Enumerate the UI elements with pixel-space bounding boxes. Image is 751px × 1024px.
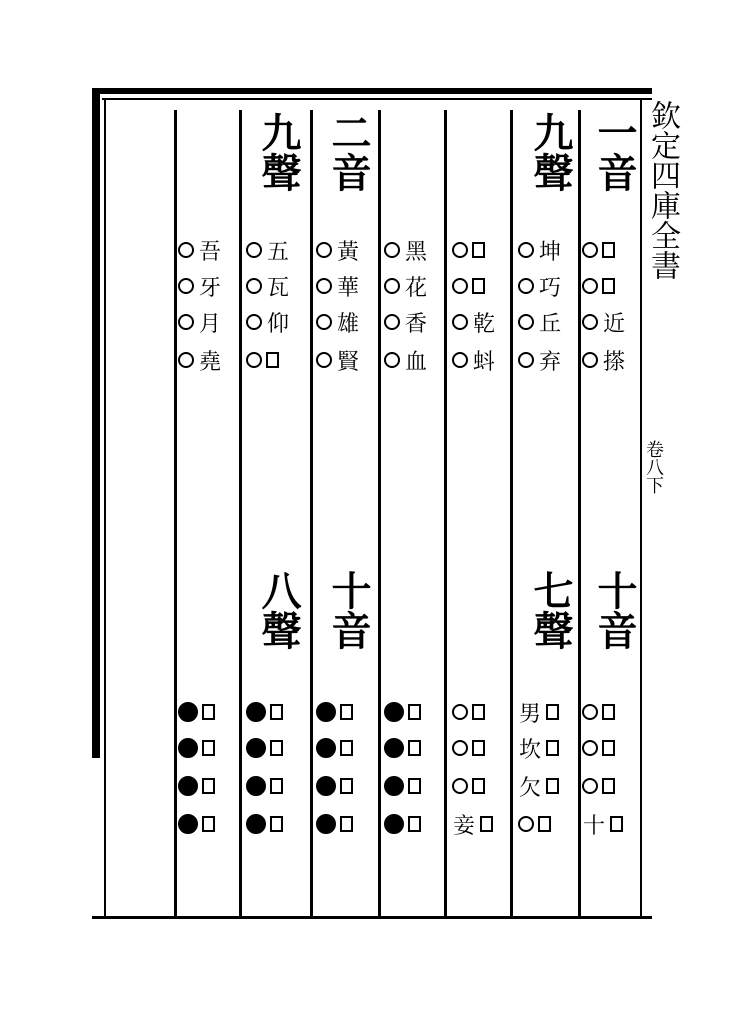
hollow-circle-icon bbox=[582, 278, 598, 294]
column-header-bottom: 七聲 bbox=[527, 570, 574, 650]
filled-circle-icon bbox=[178, 814, 198, 834]
hollow-circle-icon bbox=[452, 278, 468, 294]
cell bbox=[246, 694, 310, 730]
empty-square-icon bbox=[472, 740, 485, 756]
cell bbox=[178, 304, 242, 340]
character: 瓦 bbox=[266, 275, 289, 301]
hollow-circle-icon bbox=[316, 278, 332, 294]
cell bbox=[384, 694, 448, 730]
empty-square-icon bbox=[602, 778, 615, 794]
column-header-top: 九聲 bbox=[255, 112, 302, 192]
character: 弃 bbox=[538, 349, 561, 375]
empty-square-icon bbox=[472, 278, 485, 294]
filled-circle-icon bbox=[246, 738, 266, 758]
character: 乾 bbox=[472, 311, 495, 337]
hollow-circle-icon bbox=[316, 314, 332, 330]
column-divider bbox=[174, 110, 177, 918]
empty-square-icon bbox=[270, 778, 283, 794]
hollow-circle-icon bbox=[178, 352, 194, 368]
character: 十 bbox=[582, 813, 605, 839]
filled-circle-icon bbox=[316, 702, 336, 722]
character: 坎 bbox=[518, 737, 541, 763]
cell bbox=[178, 768, 242, 804]
empty-square-icon bbox=[340, 816, 353, 832]
cell bbox=[452, 232, 516, 268]
hollow-circle-icon bbox=[518, 352, 534, 368]
hollow-circle-icon bbox=[384, 314, 400, 330]
character: 花 bbox=[404, 275, 427, 301]
hollow-circle-icon bbox=[178, 314, 194, 330]
cell bbox=[316, 268, 380, 304]
cell bbox=[178, 694, 242, 730]
empty-square-icon bbox=[202, 778, 215, 794]
cell bbox=[316, 342, 380, 378]
column-header-top: 九聲 bbox=[527, 112, 574, 192]
cell bbox=[178, 730, 242, 766]
empty-square-icon bbox=[408, 740, 421, 756]
hollow-circle-icon bbox=[452, 242, 468, 258]
cell bbox=[384, 304, 448, 340]
cell bbox=[518, 694, 582, 730]
hollow-circle-icon bbox=[582, 314, 598, 330]
cell bbox=[518, 268, 582, 304]
cell bbox=[246, 806, 310, 842]
hollow-circle-icon bbox=[384, 242, 400, 258]
cell bbox=[384, 730, 448, 766]
hollow-circle-icon bbox=[316, 352, 332, 368]
empty-square-icon bbox=[480, 816, 493, 832]
cell bbox=[246, 304, 310, 340]
character: 欠 bbox=[518, 775, 541, 801]
empty-square-icon bbox=[270, 704, 283, 720]
cell bbox=[452, 768, 516, 804]
cell bbox=[518, 342, 582, 378]
cell bbox=[178, 232, 242, 268]
hollow-circle-icon bbox=[384, 278, 400, 294]
hollow-circle-icon bbox=[384, 352, 400, 368]
cell bbox=[316, 232, 380, 268]
cell bbox=[178, 806, 242, 842]
empty-square-icon bbox=[546, 778, 559, 794]
cell bbox=[452, 268, 516, 304]
empty-square-icon bbox=[610, 816, 623, 832]
cell bbox=[582, 694, 646, 730]
cell bbox=[518, 768, 582, 804]
empty-square-icon bbox=[340, 740, 353, 756]
filled-circle-icon bbox=[384, 814, 404, 834]
cell bbox=[452, 806, 516, 842]
cell bbox=[316, 806, 380, 842]
hollow-circle-icon bbox=[316, 242, 332, 258]
empty-square-icon bbox=[546, 704, 559, 720]
empty-square-icon bbox=[472, 704, 485, 720]
character: 華 bbox=[336, 275, 359, 301]
character: 雄 bbox=[336, 311, 359, 337]
cell bbox=[384, 232, 448, 268]
cell bbox=[452, 730, 516, 766]
empty-square-icon bbox=[408, 816, 421, 832]
character: 巧 bbox=[538, 275, 561, 301]
column-divider bbox=[310, 110, 313, 918]
cell bbox=[384, 806, 448, 842]
character: 蚪 bbox=[472, 349, 495, 375]
cell bbox=[246, 730, 310, 766]
filled-circle-icon bbox=[384, 702, 404, 722]
hollow-circle-icon bbox=[452, 704, 468, 720]
empty-square-icon bbox=[202, 816, 215, 832]
left-inner-border bbox=[104, 98, 106, 918]
column-header-bottom: 十音 bbox=[591, 570, 638, 650]
cell bbox=[582, 268, 646, 304]
hollow-circle-icon bbox=[582, 352, 598, 368]
column-header-bottom: 十音 bbox=[325, 570, 372, 650]
cell bbox=[316, 694, 380, 730]
filled-circle-icon bbox=[178, 776, 198, 796]
filled-circle-icon bbox=[316, 738, 336, 758]
empty-square-icon bbox=[602, 242, 615, 258]
empty-square-icon bbox=[602, 278, 615, 294]
empty-square-icon bbox=[202, 740, 215, 756]
empty-square-icon bbox=[270, 740, 283, 756]
cell bbox=[452, 342, 516, 378]
empty-square-icon bbox=[472, 778, 485, 794]
cell bbox=[246, 768, 310, 804]
cell bbox=[452, 304, 516, 340]
cell bbox=[518, 304, 582, 340]
cell bbox=[384, 268, 448, 304]
filled-circle-icon bbox=[316, 776, 336, 796]
character: 堯 bbox=[198, 349, 221, 375]
cell bbox=[518, 232, 582, 268]
hollow-circle-icon bbox=[582, 740, 598, 756]
cell bbox=[452, 694, 516, 730]
book-title: 欽定四庫全書 bbox=[645, 100, 680, 280]
hollow-circle-icon bbox=[582, 704, 598, 720]
character: 牙 bbox=[198, 275, 221, 301]
empty-square-icon bbox=[546, 740, 559, 756]
hollow-circle-icon bbox=[452, 740, 468, 756]
character: 近 bbox=[602, 311, 625, 337]
cell bbox=[518, 730, 582, 766]
empty-square-icon bbox=[340, 704, 353, 720]
cell bbox=[316, 730, 380, 766]
character: 賢 bbox=[336, 349, 359, 375]
empty-square-icon bbox=[472, 242, 485, 258]
column-header-bottom: 八聲 bbox=[255, 570, 302, 650]
cell bbox=[582, 730, 646, 766]
hollow-circle-icon bbox=[178, 242, 194, 258]
hollow-circle-icon bbox=[582, 778, 598, 794]
empty-square-icon bbox=[270, 816, 283, 832]
cell bbox=[246, 342, 310, 378]
cell bbox=[518, 806, 582, 842]
cell bbox=[384, 768, 448, 804]
character: 月 bbox=[198, 311, 221, 337]
cell bbox=[316, 304, 380, 340]
empty-square-icon bbox=[538, 816, 551, 832]
hollow-circle-icon bbox=[246, 314, 262, 330]
hollow-circle-icon bbox=[178, 278, 194, 294]
cell bbox=[582, 304, 646, 340]
hollow-circle-icon bbox=[518, 242, 534, 258]
empty-square-icon bbox=[340, 778, 353, 794]
hollow-circle-icon bbox=[452, 352, 468, 368]
filled-circle-icon bbox=[246, 776, 266, 796]
top-inner-border bbox=[102, 98, 652, 100]
empty-square-icon bbox=[408, 704, 421, 720]
cell bbox=[246, 232, 310, 268]
character: 黃 bbox=[336, 239, 359, 265]
column-header-top: 二音 bbox=[325, 112, 372, 192]
filled-circle-icon bbox=[316, 814, 336, 834]
filled-circle-icon bbox=[384, 738, 404, 758]
cell bbox=[316, 768, 380, 804]
character: 妾 bbox=[452, 813, 475, 839]
character: 男 bbox=[518, 701, 541, 727]
hollow-circle-icon bbox=[518, 278, 534, 294]
hollow-circle-icon bbox=[246, 352, 262, 368]
hollow-circle-icon bbox=[246, 278, 262, 294]
hollow-circle-icon bbox=[452, 314, 468, 330]
cell bbox=[178, 268, 242, 304]
hollow-circle-icon bbox=[518, 314, 534, 330]
cell bbox=[384, 342, 448, 378]
hollow-circle-icon bbox=[452, 778, 468, 794]
filled-circle-icon bbox=[246, 702, 266, 722]
character: 五 bbox=[266, 239, 289, 265]
column-header-top: 一音 bbox=[591, 112, 638, 192]
hollow-circle-icon bbox=[582, 242, 598, 258]
hollow-circle-icon bbox=[518, 816, 534, 832]
character: 吾 bbox=[198, 239, 221, 265]
cell bbox=[582, 232, 646, 268]
empty-square-icon bbox=[602, 740, 615, 756]
hollow-circle-icon bbox=[246, 242, 262, 258]
empty-square-icon bbox=[602, 704, 615, 720]
empty-square-icon bbox=[202, 704, 215, 720]
empty-square-icon bbox=[266, 352, 279, 368]
cell bbox=[582, 806, 646, 842]
cell bbox=[178, 342, 242, 378]
filled-circle-icon bbox=[246, 814, 266, 834]
character: 丘 bbox=[538, 311, 561, 337]
cell bbox=[582, 768, 646, 804]
character: 香 bbox=[404, 311, 427, 337]
cell bbox=[246, 268, 310, 304]
volume-label: 卷八下 bbox=[643, 440, 664, 494]
empty-square-icon bbox=[408, 778, 421, 794]
filled-circle-icon bbox=[178, 702, 198, 722]
filled-circle-icon bbox=[178, 738, 198, 758]
character: 黑 bbox=[404, 239, 427, 265]
top-border bbox=[92, 88, 652, 94]
cell bbox=[582, 342, 646, 378]
left-border bbox=[92, 88, 100, 758]
character: 仰 bbox=[266, 311, 289, 337]
filled-circle-icon bbox=[384, 776, 404, 796]
character: 搽 bbox=[602, 349, 625, 375]
character: 坤 bbox=[538, 239, 561, 265]
character: 血 bbox=[404, 349, 427, 375]
